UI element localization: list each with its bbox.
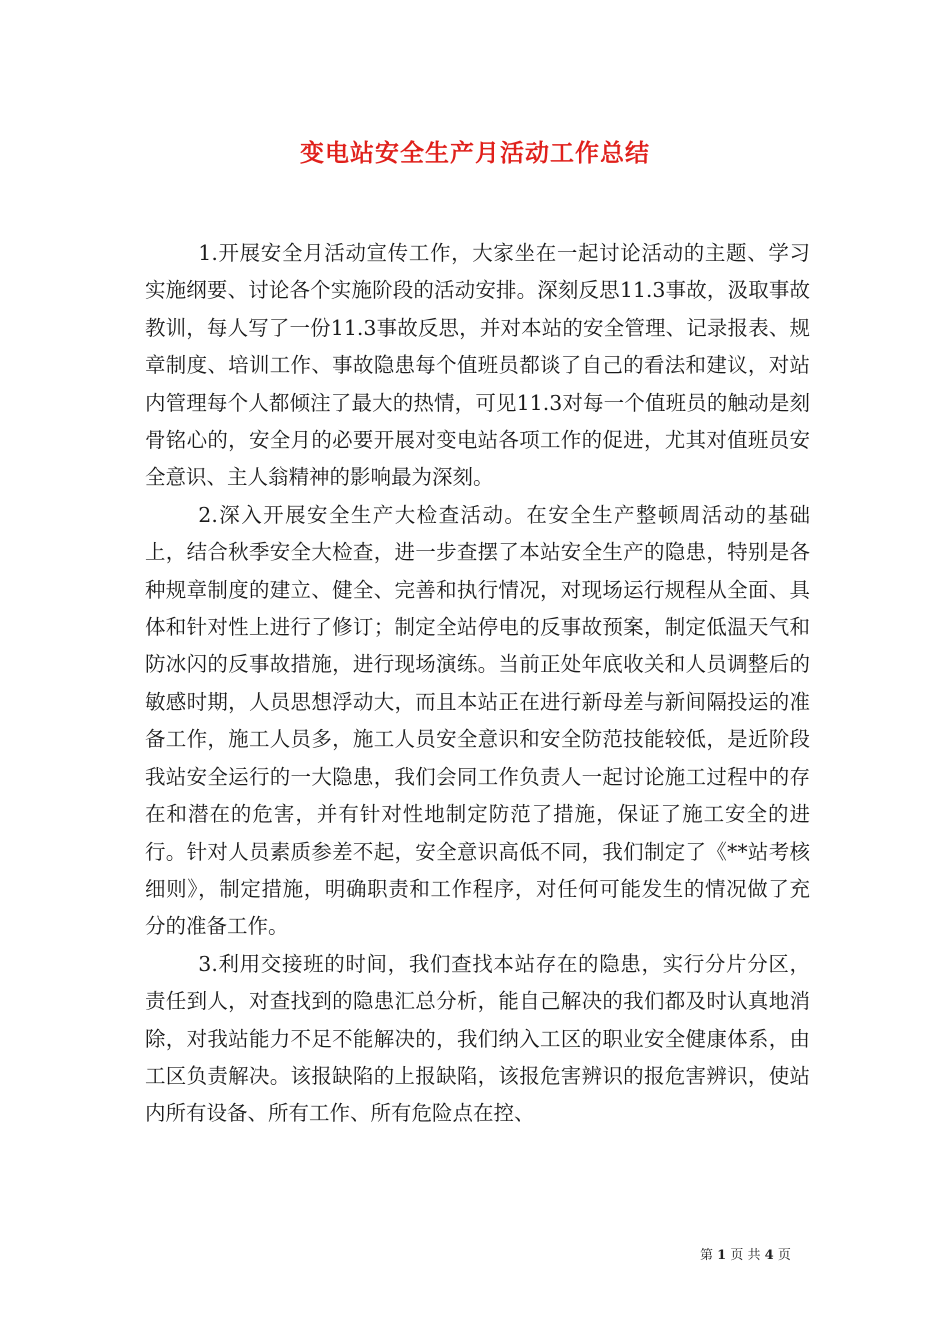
- paragraph-1: 1.开展安全月活动宣传工作，大家坐在一起讨论活动的主题、学习实施纲要、讨论各个实施阶段的活动安排。深刻反思11.3事故，汲取事故教训，每人写了一份11.3事故反思，并对本站的安全管理、记录报表、规章制度、培训工作、事故隐患每个值班员都谈了自己的看法和建议，对站内管理每个人都倾注了最大的热情，可见11.3对每一个值班员的触动是刻骨铭心的，安全月的必要开展对变电站各项工作的促进，尤其对值班员安全意识、主人翁精神的影响最为深刻。: [145, 241, 810, 490]
- total-page-number: 4: [764, 1248, 774, 1263]
- document-title: 变电站安全生产月活动工作总结: [300, 138, 650, 167]
- footer-prefix: 第: [700, 1248, 714, 1263]
- current-page-number: 1: [717, 1248, 727, 1263]
- paragraph-3: 3.利用交接班的时间，我们查找本站存在的隐患，实行分片分区，责任到人，对查找到的隐患汇总分析，能自己解决的我们都及时认真地消除，对我站能力不足不能解决的，我们纳入工区的职业安全健康体系，由工区负责解决。该报缺陷的上报缺陷，该报危害辨识的报危害辨识，使站内所有设备、所有工作、所有危险点在控、: [145, 951, 810, 1126]
- document-body: [145, 235, 810, 1133]
- page-number-footer: [700, 1244, 810, 1263]
- footer-middle: 页 共: [730, 1248, 761, 1263]
- paragraph-2: 2.深入开展安全生产大检查活动。在安全生产整顿周活动的基础上，结合秋季安全大检查，进一步查摆了本站安全生产的隐患，特别是各种规章制度的建立、健全、完善和执行情况，对现场运行规程从全面、具体和针对性上进行了修订；制定全站停电的反事故预案，制定低温天气和防冰闪的反事故措施，进行现场演练。当前正处年底收关和人员调整后的敏感时期，人员思想浮动大，而且本站正在进行新母差与新间隔投运的准备工作，施工人员多，施工人员安全意识和安全防范技能较低，是近阶段我站安全运行的一大隐患，我们会同工作负责人一起讨论施工过程中的存在和潜在的危害，并有针对性地制定防范了措施，保证了施工安全的进行。针对人员素质参差不起，安全意识高低不同，我们制定了《**站考核细则》，制定措施，明确职责和工作程序，对任何可能发生的情况做了充分的准备工作。: [145, 502, 810, 939]
- footer-suffix: 页: [777, 1248, 791, 1263]
